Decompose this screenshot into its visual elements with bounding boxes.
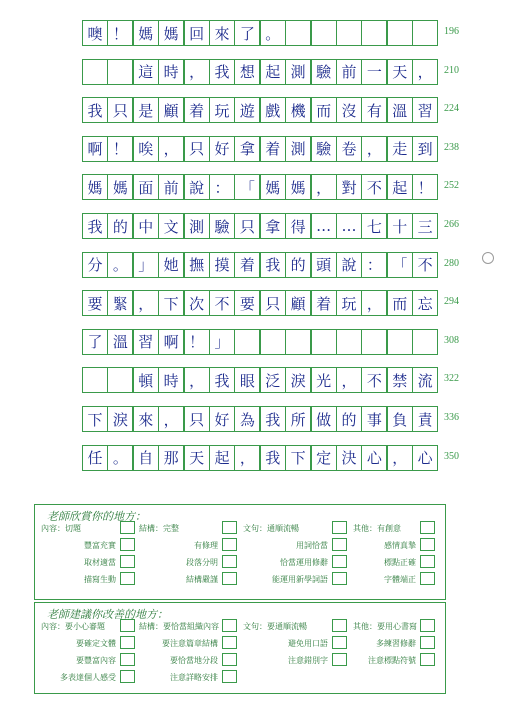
grid-cell: 淚 — [107, 406, 133, 432]
praise-checkbox[interactable] — [420, 572, 435, 585]
praise-item: 能運用新學詞語 — [272, 575, 328, 584]
grid-cell — [336, 329, 362, 355]
praise-item: 感情真摯 — [384, 541, 416, 550]
grid-cell: 七 — [361, 213, 387, 239]
grid-cell: 想 — [234, 59, 260, 85]
suggestion-checkbox[interactable] — [222, 670, 237, 683]
grid-cell: 顧 — [158, 97, 184, 123]
praise-checkbox[interactable] — [222, 572, 237, 585]
suggestion-category: 其他：要用心書寫 — [353, 622, 417, 631]
grid-cell: 來 — [133, 406, 159, 432]
grid-cell: 啊 — [158, 329, 184, 355]
grid-row — [82, 290, 459, 317]
grid-cell: 我 — [209, 367, 235, 393]
praise-checkbox[interactable] — [120, 555, 135, 568]
grid-cell — [361, 329, 387, 355]
grid-cell: 心 — [412, 445, 438, 471]
grid-cell — [311, 329, 337, 355]
grid-cell: 玩 — [336, 290, 362, 316]
character-count: 224 — [444, 103, 459, 115]
grid-cell: 測 — [285, 136, 311, 162]
grid-cell: 所 — [285, 406, 311, 432]
grid-cell: 我 — [260, 406, 286, 432]
grid-cell: 只 — [184, 136, 210, 162]
grid-cell: ！ — [412, 174, 438, 200]
praise-checkbox[interactable] — [222, 555, 237, 568]
grid-cell — [412, 329, 438, 355]
grid-cell: ！ — [184, 329, 210, 355]
grid-cell: 光 — [311, 367, 337, 393]
grid-cell: ， — [412, 59, 438, 85]
grid-cell: 媽 — [285, 174, 311, 200]
grid-cell: 緊 — [107, 290, 133, 316]
grid-cell — [260, 329, 286, 355]
grid-cell: 她 — [158, 252, 184, 278]
grid-cell: 責 — [412, 406, 438, 432]
suggestion-checkbox[interactable] — [420, 636, 435, 649]
teacher-praise-panel — [34, 504, 446, 600]
grid-cell: 不 — [361, 174, 387, 200]
grid-cell — [412, 20, 438, 46]
grid-cell: 十 — [387, 213, 413, 239]
grid-cell: ， — [311, 174, 337, 200]
grid-cell: 到 — [412, 136, 438, 162]
grid-cell: ， — [158, 136, 184, 162]
grid-cell: ！ — [107, 136, 133, 162]
praise-item: 結構嚴謹 — [186, 575, 218, 584]
character-count: 210 — [444, 64, 459, 76]
suggestion-item: 要恰當地分段 — [170, 656, 218, 665]
grid-cell: 我 — [209, 59, 235, 85]
praise-checkbox[interactable] — [222, 538, 237, 551]
grid-row — [82, 445, 459, 472]
grid-cell: 前 — [158, 174, 184, 200]
praise-checkbox[interactable] — [222, 521, 237, 534]
praise-checkbox[interactable] — [120, 521, 135, 534]
grid-cell: ， — [158, 406, 184, 432]
grid-cell: ， — [361, 136, 387, 162]
suggestion-checkbox[interactable] — [222, 619, 237, 632]
grid-cell: 來 — [209, 20, 235, 46]
grid-cell: 着 — [184, 97, 210, 123]
character-count: 308 — [444, 334, 459, 346]
suggestion-checkbox[interactable] — [332, 619, 347, 632]
grid-cell: 拿 — [234, 136, 260, 162]
praise-item: 標點正確 — [384, 558, 416, 567]
grid-cell — [387, 20, 413, 46]
suggestion-checkbox[interactable] — [120, 636, 135, 649]
suggestion-category: 內容：要小心審題 — [41, 622, 105, 631]
praise-item: 取材適當 — [84, 558, 116, 567]
praise-item: 描寫生動 — [84, 575, 116, 584]
grid-cell: 好 — [209, 406, 235, 432]
praise-checkbox[interactable] — [332, 521, 347, 534]
grid-cell — [361, 20, 387, 46]
grid-cell: 只 — [184, 406, 210, 432]
grid-cell: ， — [184, 367, 210, 393]
grid-cell: ， — [387, 445, 413, 471]
grid-cell: 文 — [158, 213, 184, 239]
grid-cell: 自 — [133, 445, 159, 471]
grid-cell: 撫 — [184, 252, 210, 278]
grid-cell: 起 — [387, 174, 413, 200]
grid-cell: ， — [133, 290, 159, 316]
grid-cell — [107, 367, 133, 393]
grid-cell: 我 — [82, 97, 108, 123]
grid-cell: 時 — [158, 367, 184, 393]
grid-cell: 機 — [285, 97, 311, 123]
character-count: 322 — [444, 373, 459, 385]
grid-cell: 定 — [311, 445, 337, 471]
suggestion-title: 老師建議你改善的地方： — [47, 608, 168, 621]
grid-row — [82, 329, 459, 356]
suggestion-category: 結構：要恰當組織內容 — [139, 622, 219, 631]
grid-cell: 溫 — [107, 329, 133, 355]
suggestion-checkbox[interactable] — [222, 636, 237, 649]
grid-row — [82, 97, 459, 124]
suggestion-checkbox[interactable] — [120, 670, 135, 683]
suggestion-checkbox[interactable] — [332, 636, 347, 649]
grid-cell: 說 — [184, 174, 210, 200]
suggestion-checkbox[interactable] — [332, 653, 347, 666]
suggestion-item: 避免用口語 — [288, 639, 328, 648]
grid-cell — [285, 20, 311, 46]
grid-cell: 媽 — [260, 174, 286, 200]
grid-cell: 下 — [82, 406, 108, 432]
grid-cell: 中 — [133, 213, 159, 239]
grid-cell — [387, 329, 413, 355]
binder-hole — [482, 252, 494, 264]
grid-cell: 流 — [412, 367, 438, 393]
grid-cell: 要 — [234, 290, 260, 316]
grid-cell: 眼 — [234, 367, 260, 393]
praise-item: 段落分明 — [186, 558, 218, 567]
grid-cell: 分 — [82, 252, 108, 278]
grid-cell: 」 — [209, 329, 235, 355]
grid-cell: 「 — [387, 252, 413, 278]
suggestion-item: 要豐富內容 — [76, 656, 116, 665]
character-count: 252 — [444, 180, 459, 192]
grid-cell: 心 — [361, 445, 387, 471]
grid-cell: 而 — [311, 97, 337, 123]
grid-cell: 」 — [133, 252, 159, 278]
praise-item: 豐富充實 — [84, 541, 116, 550]
grid-cell: 習 — [133, 329, 159, 355]
grid-cell: 。 — [260, 20, 286, 46]
grid-cell: ， — [336, 367, 362, 393]
character-count: 294 — [444, 296, 459, 308]
praise-category: 內容：切題 — [41, 524, 81, 533]
grid-cell: 決 — [336, 445, 362, 471]
grid-cell: 次 — [184, 290, 210, 316]
praise-checkbox[interactable] — [420, 538, 435, 551]
grid-cell: 要 — [82, 290, 108, 316]
grid-cell: 一 — [361, 59, 387, 85]
grid-cell: 驗 — [311, 136, 337, 162]
grid-cell: 的 — [107, 213, 133, 239]
grid-cell: 做 — [311, 406, 337, 432]
grid-cell: ， — [361, 290, 387, 316]
grid-cell: 不 — [209, 290, 235, 316]
grid-cell: 對 — [336, 174, 362, 200]
suggestion-checkbox[interactable] — [420, 619, 435, 632]
grid-cell: 為 — [234, 406, 260, 432]
grid-cell: 得 — [285, 213, 311, 239]
grid-cell: 起 — [260, 59, 286, 85]
suggestion-item: 要確定文體 — [76, 639, 116, 648]
grid-cell: 頓 — [133, 367, 159, 393]
grid-cell: 時 — [158, 59, 184, 85]
grid-cell: 不 — [412, 252, 438, 278]
grid-cell: 而 — [387, 290, 413, 316]
grid-cell: 顧 — [285, 290, 311, 316]
praise-item: 有條理 — [194, 541, 218, 550]
grid-cell: 天 — [184, 445, 210, 471]
grid-cell: 沒 — [336, 97, 362, 123]
grid-cell: 測 — [285, 59, 311, 85]
grid-cell: 着 — [311, 290, 337, 316]
character-count: 196 — [444, 26, 459, 37]
grid-cell — [285, 329, 311, 355]
suggestion-checkbox[interactable] — [222, 653, 237, 666]
grid-row — [82, 20, 459, 47]
grid-cell: 不 — [361, 367, 387, 393]
suggestion-item: 要注意篇章結構 — [162, 639, 218, 648]
grid-cell: 任 — [82, 445, 108, 471]
grid-cell: 的 — [285, 252, 311, 278]
suggestion-item: 多練習修辭 — [376, 639, 416, 648]
grid-cell: ： — [361, 252, 387, 278]
grid-cell: ， — [184, 59, 210, 85]
grid-cell: 面 — [133, 174, 159, 200]
grid-cell: 走 — [387, 136, 413, 162]
praise-item: 字體端正 — [384, 575, 416, 584]
grid-cell — [234, 329, 260, 355]
grid-cell: 着 — [234, 252, 260, 278]
praise-checkbox[interactable] — [332, 555, 347, 568]
grid-cell — [311, 20, 337, 46]
grid-cell: 我 — [260, 445, 286, 471]
grid-cell: 了 — [234, 20, 260, 46]
grid-cell: 的 — [336, 406, 362, 432]
grid-cell: 玩 — [209, 97, 235, 123]
grid-cell: 淚 — [285, 367, 311, 393]
grid-cell: 「 — [234, 174, 260, 200]
grid-cell: 。 — [107, 252, 133, 278]
grid-cell: 戲 — [260, 97, 286, 123]
grid-cell: 媽 — [133, 20, 159, 46]
grid-cell: ： — [209, 174, 235, 200]
character-count: 280 — [444, 257, 459, 269]
grid-cell: … — [311, 213, 337, 239]
grid-cell: 媽 — [82, 174, 108, 200]
grid-cell: 忘 — [412, 290, 438, 316]
grid-row — [82, 406, 459, 433]
grid-row — [82, 136, 459, 163]
praise-category: 其他：有創意 — [353, 524, 401, 533]
grid-cell: 驗 — [311, 59, 337, 85]
grid-cell: ， — [234, 445, 260, 471]
grid-cell: 媽 — [107, 174, 133, 200]
grid-cell: 下 — [158, 290, 184, 316]
grid-cell: 習 — [412, 97, 438, 123]
suggestion-category: 文句：要通順流暢 — [243, 622, 307, 631]
grid-row — [82, 252, 459, 279]
grid-cell: 事 — [361, 406, 387, 432]
suggestion-checkbox[interactable] — [120, 653, 135, 666]
grid-cell: 啊 — [82, 136, 108, 162]
grid-cell: 只 — [260, 290, 286, 316]
suggestion-item: 注意詳略安排 — [170, 673, 218, 682]
grid-row — [82, 367, 459, 394]
grid-cell: 泛 — [260, 367, 286, 393]
grid-cell: 好 — [209, 136, 235, 162]
grid-cell: 溫 — [387, 97, 413, 123]
grid-cell: 唉 — [133, 136, 159, 162]
grid-cell: 着 — [260, 136, 286, 162]
grid-cell: 那 — [158, 445, 184, 471]
grid-cell: 媽 — [158, 20, 184, 46]
suggestion-item: 注意標點符號 — [368, 656, 416, 665]
grid-cell: 是 — [133, 97, 159, 123]
praise-checkbox[interactable] — [332, 538, 347, 551]
grid-cell: ！ — [107, 20, 133, 46]
grid-cell: 天 — [387, 59, 413, 85]
grid-cell — [336, 20, 362, 46]
grid-cell: 卷 — [336, 136, 362, 162]
praise-category: 結構：完整 — [139, 524, 179, 533]
praise-checkbox[interactable] — [420, 521, 435, 534]
suggestion-item: 多表達個人感受 — [60, 673, 116, 682]
praise-item: 恰當運用修辭 — [280, 558, 328, 567]
praise-checkbox[interactable] — [332, 572, 347, 585]
grid-cell: … — [336, 213, 362, 239]
grid-cell: 只 — [234, 213, 260, 239]
grid-cell: 摸 — [209, 252, 235, 278]
grid-row — [82, 213, 459, 240]
grid-cell: 拿 — [260, 213, 286, 239]
grid-cell: 了 — [82, 329, 108, 355]
grid-cell: 三 — [412, 213, 438, 239]
praise-item: 用詞恰當 — [296, 541, 328, 550]
grid-cell: 回 — [184, 20, 210, 46]
grid-cell: 只 — [107, 97, 133, 123]
character-count: 336 — [444, 412, 459, 423]
grid-cell: 。 — [107, 445, 133, 471]
grid-cell — [82, 367, 108, 393]
praise-checkbox[interactable] — [120, 538, 135, 551]
grid-row — [82, 59, 459, 86]
suggestion-item: 注意錯別字 — [288, 656, 328, 665]
grid-cell — [107, 59, 133, 85]
grid-cell: 測 — [184, 213, 210, 239]
grid-cell: 有 — [361, 97, 387, 123]
grid-cell: 驗 — [209, 213, 235, 239]
grid-cell: 噢 — [82, 20, 108, 46]
grid-cell: 我 — [260, 252, 286, 278]
grid-cell: 說 — [336, 252, 362, 278]
character-count: 238 — [444, 141, 459, 153]
teacher-suggestion-panel — [34, 602, 446, 694]
grid-cell: 我 — [82, 213, 108, 239]
grid-cell: 下 — [285, 445, 311, 471]
suggestion-checkbox[interactable] — [420, 653, 435, 666]
praise-checkbox[interactable] — [420, 555, 435, 568]
grid-cell: 禁 — [387, 367, 413, 393]
grid-cell: 這 — [133, 59, 159, 85]
grid-cell: 前 — [336, 59, 362, 85]
grid-cell: 負 — [387, 406, 413, 432]
suggestion-checkbox[interactable] — [120, 619, 135, 632]
grid-cell: 遊 — [234, 97, 260, 123]
grid-cell — [82, 59, 108, 85]
character-count: 266 — [444, 219, 459, 230]
praise-checkbox[interactable] — [120, 572, 135, 585]
grid-cell: 頭 — [311, 252, 337, 278]
praise-title: 老師欣賞你的地方： — [47, 510, 146, 523]
praise-category: 文句：通順流暢 — [243, 524, 299, 533]
grid-row — [82, 174, 459, 201]
grid-cell: 起 — [209, 445, 235, 471]
character-count: 350 — [444, 450, 459, 462]
